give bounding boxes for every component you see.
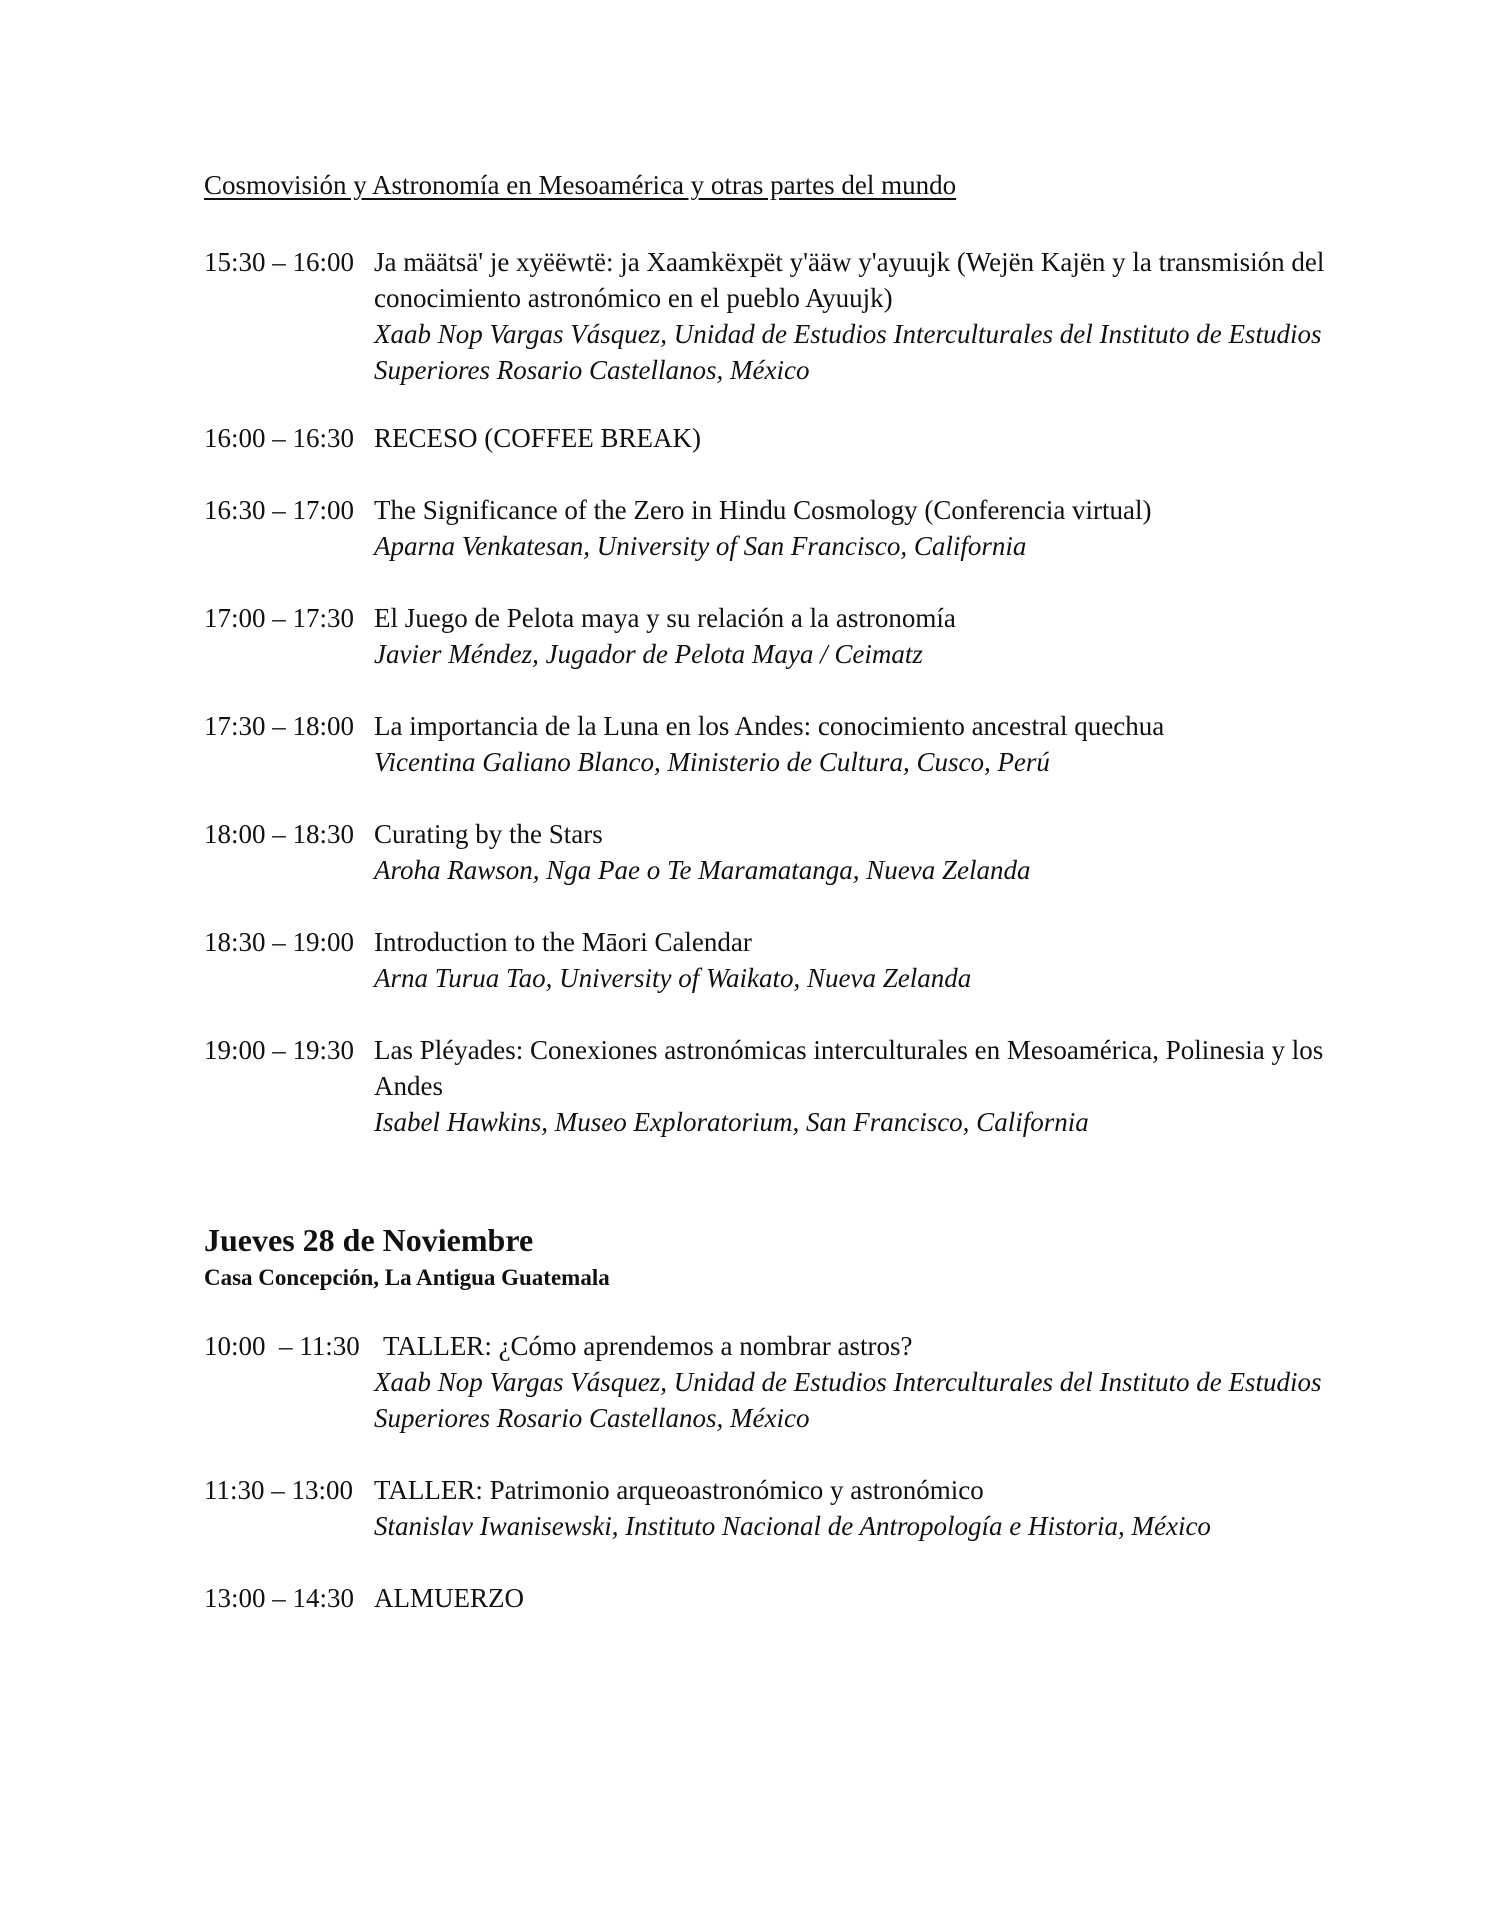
entry-time: 16:30 – 17:00 bbox=[204, 495, 355, 525]
schedule-entry bbox=[204, 420, 1364, 456]
entry-title: RECESO (COFFEE BREAK) bbox=[374, 423, 702, 453]
schedule-entry bbox=[204, 924, 1364, 996]
entry-time: 18:30 – 19:00 bbox=[204, 927, 355, 957]
entry-speaker: Isabel Hawkins, Museo Exploratorium, San Francisco, California bbox=[374, 1107, 1089, 1137]
schedule-entry bbox=[204, 492, 1364, 564]
entry-speaker: Vicentina Galiano Blanco, Ministerio de Cultura, Cusco, Perú bbox=[374, 747, 1050, 777]
schedule-entry bbox=[204, 1472, 1364, 1544]
entry-title: The Significance of the Zero in Hindu Cosmology (Conferencia virtual) bbox=[374, 495, 1152, 525]
entry-title: Las Pléyades: Conexiones astronómicas interculturales en Mesoamérica, Polinesia y los Andes bbox=[374, 1035, 1324, 1101]
entry-title: TALLER: ¿Cómo aprendemos a nombrar astros? bbox=[383, 1331, 913, 1361]
schedule-entry bbox=[204, 1580, 1364, 1616]
entry-title: TALLER: Patrimonio arqueoastronómico y astronómico bbox=[374, 1475, 984, 1505]
entry-speaker: Arna Turua Tao, University of Waikato, Nueva Zelanda bbox=[374, 963, 972, 993]
section-title: Cosmovisión y Astronomía en Mesoamérica y otras partes del mundo bbox=[204, 170, 957, 200]
entry-time: 17:30 – 18:00 bbox=[204, 711, 355, 741]
entry-speaker: Stanislav Iwanisewski, Instituto Nacional de Antropología e Historia, México bbox=[374, 1511, 1211, 1541]
entry-time: 15:30 – 16:00 bbox=[204, 247, 355, 277]
entry-time: 10:00 – 11:30 bbox=[204, 1331, 360, 1361]
entry-time: 13:00 – 14:30 bbox=[204, 1583, 355, 1613]
entry-time: 18:00 – 18:30 bbox=[204, 819, 355, 849]
entry-time: 11:30 – 13:00 bbox=[204, 1475, 354, 1505]
entry-time: 19:00 – 19:30 bbox=[204, 1035, 355, 1065]
venue-label: Casa Concepción, La Antigua Guatemala bbox=[204, 1265, 610, 1290]
schedule-entry bbox=[204, 708, 1364, 780]
schedule-entry bbox=[204, 1328, 1364, 1436]
entry-title: El Juego de Pelota maya y su relación a la astronomía bbox=[374, 603, 956, 633]
entry-speaker: Xaab Nop Vargas Vásquez, Unidad de Estudios Interculturales del Instituto de Estudios Superiores Rosario Castellanos, México bbox=[374, 1367, 1322, 1433]
schedule-entry bbox=[204, 600, 1364, 672]
entry-title: La importancia de la Luna en los Andes: conocimiento ancestral quechua bbox=[374, 711, 1165, 741]
entry-time: 17:00 – 17:30 bbox=[204, 603, 355, 633]
entry-title: Curating by the Stars bbox=[374, 819, 603, 849]
day-heading: Jueves 28 de Noviembre bbox=[204, 1222, 534, 1258]
entry-time: 16:00 – 16:30 bbox=[204, 423, 355, 453]
schedule-entry bbox=[204, 244, 1364, 388]
schedule-entry bbox=[204, 1032, 1364, 1140]
entry-speaker: Aroha Rawson, Nga Pae o Te Maramatanga, Nueva Zelanda bbox=[374, 855, 1031, 885]
entry-title: ALMUERZO bbox=[374, 1583, 524, 1613]
entry-title: Introduction to the Māori Calendar bbox=[374, 927, 752, 957]
schedule-entry bbox=[204, 816, 1364, 888]
entry-speaker: Aparna Venkatesan, University of San Francisco, California bbox=[374, 531, 1027, 561]
entry-speaker: Xaab Nop Vargas Vásquez, Unidad de Estudios Interculturales del Instituto de Estudios Superiores Rosario Castellanos, México bbox=[374, 319, 1322, 385]
entry-speaker: Javier Méndez, Jugador de Pelota Maya / Ceimatz bbox=[374, 639, 923, 669]
entry-title: Ja määtsä' je xyëëwtë: ja Xaamkëxpët y'ääw y'ayuujk (Wejën Kajën y la transmisión del conocimiento astronómico en el pueblo Ayuujk) bbox=[374, 247, 1325, 313]
